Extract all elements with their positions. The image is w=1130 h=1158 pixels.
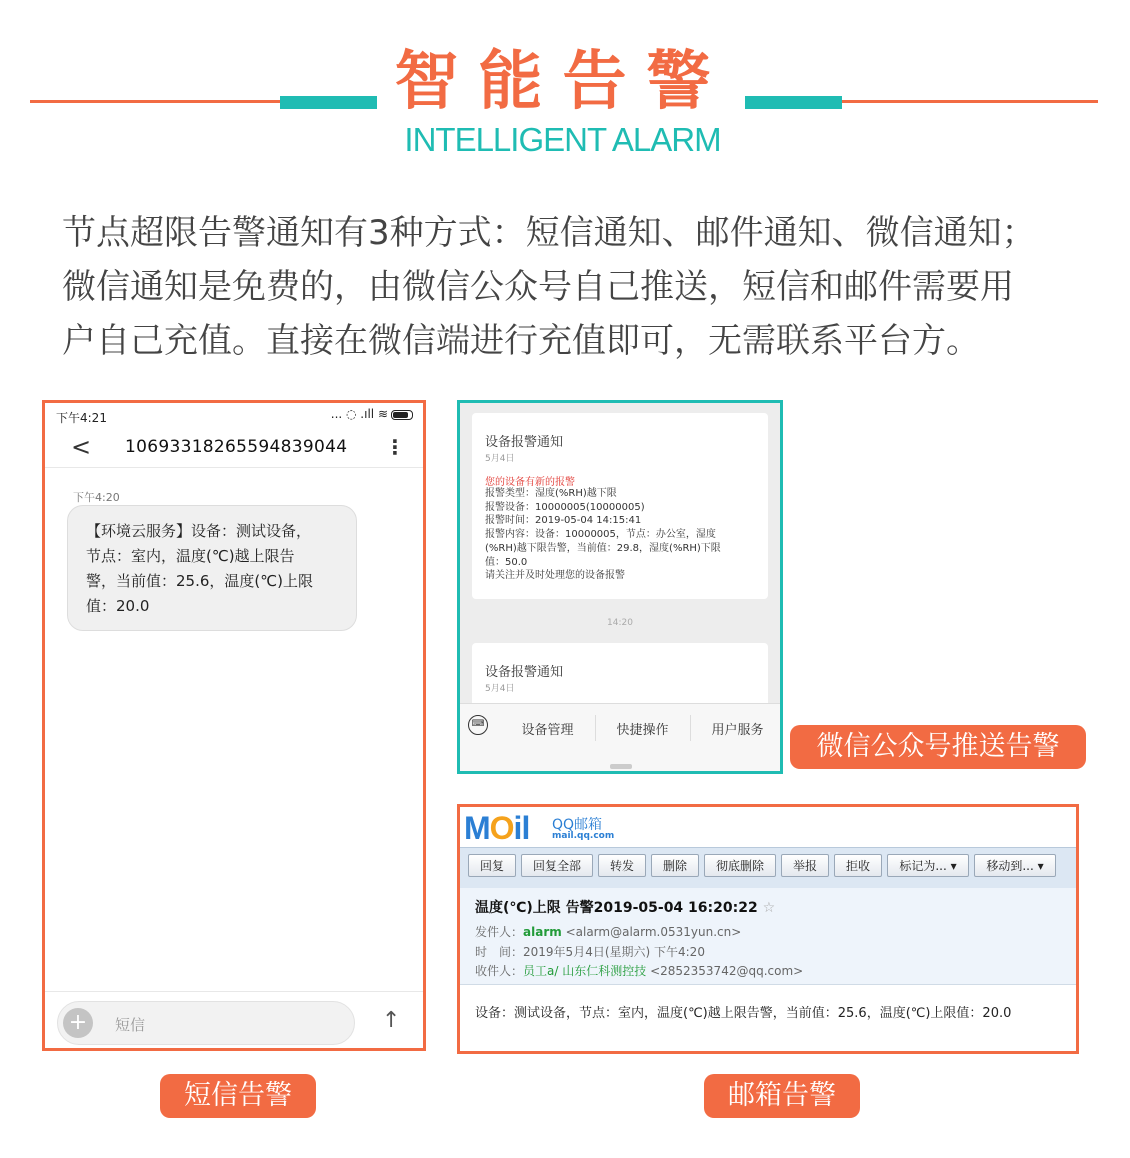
divider bbox=[45, 991, 423, 992]
wechat-alarm-tag: 微信公众号推送告警 bbox=[790, 725, 1086, 769]
move-to-dropdown[interactable]: 移动到... ▾ bbox=[974, 854, 1056, 877]
mail-to: 收件人：员工a/ 山东仁科测控技 <2852353742@qq.com> bbox=[475, 964, 804, 978]
chat-time: 14:20 bbox=[607, 618, 633, 628]
card-title: 设备报警通知 bbox=[485, 665, 564, 680]
sms-input[interactable] bbox=[57, 1001, 355, 1045]
message-line: 【环境云服务】设备：测试设备， bbox=[86, 522, 312, 540]
intro-line: 户自己充值。直接在微信端进行充值即可，无需联系平台方。 bbox=[62, 321, 980, 361]
header-bar-left bbox=[280, 96, 377, 109]
sms-screenshot bbox=[42, 400, 426, 1051]
card-line: 报警内容：设备：10000005，节点：办公室，湿度 bbox=[485, 529, 716, 541]
status-time: 下午4:21 bbox=[56, 411, 107, 425]
sms-alarm-tag: 短信告警 bbox=[160, 1074, 316, 1118]
brand-name: QQ邮箱 bbox=[552, 817, 603, 833]
divider bbox=[45, 467, 423, 468]
message-line: 值：20.0 bbox=[86, 597, 150, 615]
brand-url: mail.qq.com bbox=[552, 831, 615, 841]
card-line: 报警时间：2019-05-04 14:15:41 bbox=[485, 515, 642, 527]
intro-line: 节点超限告警通知有3种方式：短信通知、邮件通知、微信通知； bbox=[62, 213, 1036, 253]
forward-button[interactable]: 转发 bbox=[598, 854, 646, 877]
reply-button[interactable]: 回复 bbox=[468, 854, 516, 877]
message-line: 警，当前值：25.6，温度(℃)上限 bbox=[86, 572, 313, 590]
signal-icon: ... ◌ .ıll ≋ bbox=[330, 407, 388, 421]
message-time: 下午4:20 bbox=[73, 491, 120, 504]
message-line: 节点：室内，温度(℃)越上限告 bbox=[86, 547, 295, 565]
home-button[interactable] bbox=[610, 764, 632, 769]
recipient-name[interactable]: 员工a/ 山东仁科测控技 bbox=[523, 964, 647, 978]
mail-body: 设备：测试设备，节点：室内，温度(℃)越上限告警，当前值：25.6，温度(℃)上限值：20.0 bbox=[475, 1006, 1012, 1021]
keyboard-icon[interactable]: ⌨ bbox=[468, 715, 488, 735]
mail-from: 发件人：alarm <alarm@alarm.0531yun.cn> bbox=[475, 925, 742, 939]
card-date: 5月4日 bbox=[485, 454, 515, 464]
battery-icon bbox=[391, 410, 413, 420]
wechat-card[interactable] bbox=[472, 413, 768, 599]
wechat-screenshot bbox=[457, 400, 783, 774]
more-icon[interactable]: ⋮ bbox=[385, 435, 405, 459]
email-screenshot bbox=[457, 804, 1079, 1054]
back-icon[interactable]: < bbox=[71, 433, 92, 461]
card-line: 值：50.0 bbox=[485, 556, 528, 568]
sender-name[interactable]: alarm bbox=[523, 925, 562, 939]
card-line: (%RH)越下限告警，当前值：29.8，湿度(%RH)下限 bbox=[485, 542, 721, 554]
send-icon[interactable]: ↑ bbox=[382, 1008, 401, 1033]
email-alarm-tag: 邮箱告警 bbox=[704, 1074, 860, 1118]
header-line-left bbox=[30, 100, 280, 103]
mail-time: 时 间：2019年5月4日(星期六) 下午4:20 bbox=[475, 945, 705, 959]
card-line: 报警类型：湿度(%RH)越下限 bbox=[485, 488, 617, 499]
card-line: 请关注并及时处理您的设备报警 bbox=[485, 570, 625, 582]
header-bar-right bbox=[745, 96, 842, 109]
reply-all-button[interactable]: 回复全部 bbox=[521, 854, 593, 877]
reject-button[interactable]: 拒收 bbox=[834, 854, 882, 877]
message-bubble bbox=[67, 505, 357, 631]
add-icon[interactable]: + bbox=[63, 1008, 93, 1038]
page-title: 智能告警 bbox=[394, 45, 731, 119]
header-line-right bbox=[842, 100, 1098, 103]
status-icons bbox=[331, 407, 413, 421]
star-icon[interactable]: ☆ bbox=[762, 900, 776, 916]
sender-number: 10693318265594839044 bbox=[125, 437, 348, 457]
qqmail-logo: MOil bbox=[464, 810, 530, 846]
menu-quick-ops[interactable]: 快捷操作 bbox=[616, 723, 669, 738]
card-alert: 您的设备有新的报警 bbox=[485, 477, 575, 488]
page-subtitle: INTELLIGENT ALARM bbox=[404, 121, 721, 158]
card-title: 设备报警通知 bbox=[485, 435, 564, 450]
mail-subject: 温度(℃)上限 告警2019-05-04 16:20:22 ☆ bbox=[475, 900, 776, 916]
delete-button[interactable]: 删除 bbox=[651, 854, 699, 877]
menu-user-service[interactable]: 用户服务 bbox=[711, 723, 764, 738]
card-line: 报警设备：10000005(10000005) bbox=[485, 501, 645, 513]
mark-as-dropdown[interactable]: 标记为... ▾ bbox=[887, 854, 969, 877]
intro-line: 微信通知是免费的，由微信公众号自己推送，短信和邮件需要用 bbox=[62, 267, 1014, 307]
intro-text bbox=[62, 206, 1082, 368]
card-content bbox=[485, 487, 760, 583]
report-button[interactable]: 举报 bbox=[781, 854, 829, 877]
sms-input-placeholder[interactable]: 短信 bbox=[115, 1016, 146, 1034]
menu-device-manage[interactable]: 设备管理 bbox=[521, 723, 574, 738]
delete-permanent-button[interactable]: 彻底删除 bbox=[704, 854, 776, 877]
card-date: 5月4日 bbox=[485, 684, 515, 694]
